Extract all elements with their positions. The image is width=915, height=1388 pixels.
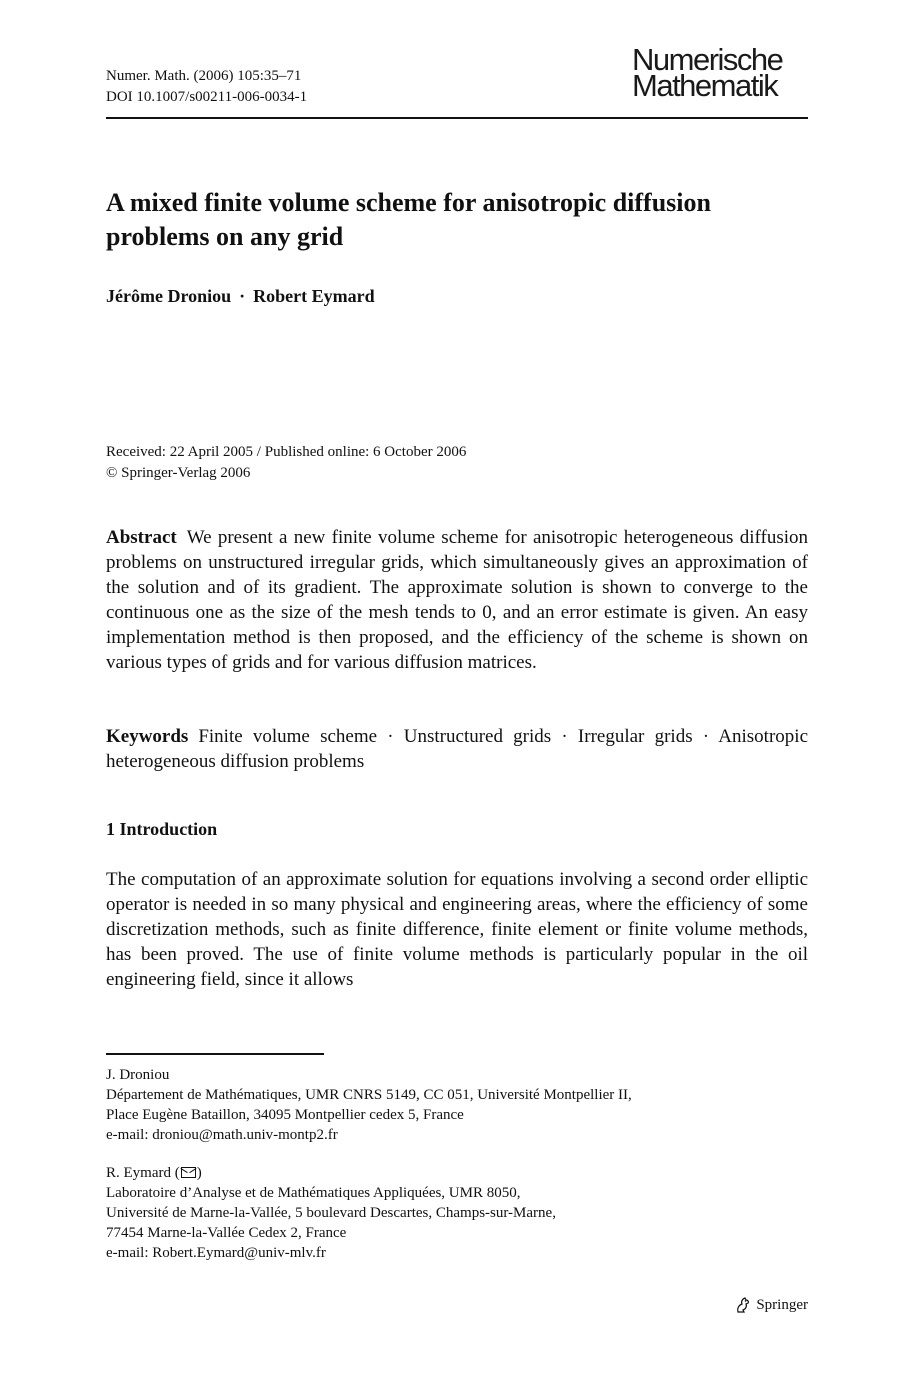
author-list <box>106 284 375 308</box>
copyright: © Springer-Verlag 2006 <box>106 465 251 481</box>
footnote-author-2 <box>106 1163 808 1263</box>
received-date: Received: 22 April 2005 / Published online: 6 October 2006 <box>106 444 467 460</box>
footnote-author-1 <box>106 1065 808 1145</box>
abstract-label: Abstract <box>106 527 177 548</box>
footnote-address: 77454 Marne-la-Vallée Cedex 2, France <box>106 1225 347 1241</box>
footnote-name-line <box>106 1163 808 1183</box>
envelope-icon <box>181 1167 196 1178</box>
footnote-address: Université de Marne-la-Vallée, 5 boulevard Descartes, Champs-sur-Marne, <box>106 1205 556 1221</box>
header-divider <box>106 117 808 119</box>
springer-horse-icon <box>734 1296 752 1314</box>
publisher-name: Springer <box>756 1297 808 1313</box>
footnote-name: J. Droniou <box>106 1067 170 1083</box>
paper-title: A mixed finite volume scheme for anisotropic diffusion problems on any grid <box>106 188 711 251</box>
keywords <box>106 724 808 774</box>
footnote-affiliation: Département de Mathématiques, UMR CNRS 5149, CC 051, Université Montpellier II, <box>106 1087 632 1103</box>
footnote-email[interactable]: e-mail: Robert.Eymard@univ-mlv.fr <box>106 1245 326 1261</box>
journal-citation <box>106 66 307 108</box>
footnote-divider <box>106 1053 324 1055</box>
journal-volume: Numer. Math. (2006) 105:35–71 <box>106 68 302 84</box>
keywords-label: Keywords <box>106 726 189 747</box>
journal-logo-line2: Mathematik <box>632 68 778 103</box>
doi[interactable]: DOI 10.1007/s00211-006-0034-1 <box>106 89 308 105</box>
author-separator: · <box>239 286 246 306</box>
abstract-text: We present a new finite volume scheme for anisotropic heterogeneous diffusion problems on unstructured irregular grids, which simultaneously gives an approximation of the solution and of its gradient. The approximate solution is shown to converge to the continuous one as the size of the mesh tends to 0, and an error estimate is given. An easy implementation method is then proposed, and the efficiency of the scheme is shown on various types of grids and for various diffusion matrices. <box>106 527 808 673</box>
author-name: Robert Eymard <box>253 286 375 306</box>
footnote-name-close: ) <box>196 1165 202 1181</box>
footnote-name: R. Eymard ( <box>106 1165 180 1181</box>
footnote-email[interactable]: e-mail: droniou@math.univ-montp2.fr <box>106 1127 338 1143</box>
footnote-address: Place Eugène Bataillon, 34095 Montpellier cedex 5, France <box>106 1107 464 1123</box>
section-heading: 1 Introduction <box>106 819 218 839</box>
keywords-text: Finite volume scheme · Unstructured grids · Irregular grids · Anisotropic heterogeneous diffusion problems <box>106 726 808 772</box>
section-body: The computation of an approximate solution for equations involving a second order elliptic operator is needed in so many physical and engineering areas, where the efficiency of some discretization methods, such as finite difference, finite element or finite volume methods, has been proved. The use of finite volume methods is particularly popular in the oil engineering field, since it allows <box>106 869 808 990</box>
journal-logo-line1: Numerische <box>632 42 783 77</box>
publication-dates <box>106 442 466 484</box>
journal-logo <box>632 42 812 103</box>
publisher-logo <box>734 1294 808 1316</box>
footnote-affiliation: Laboratoire d’Analyse et de Mathématiques Appliquées, UMR 8050, <box>106 1185 521 1201</box>
abstract <box>106 525 808 675</box>
author-name: Jérôme Droniou <box>106 286 232 306</box>
